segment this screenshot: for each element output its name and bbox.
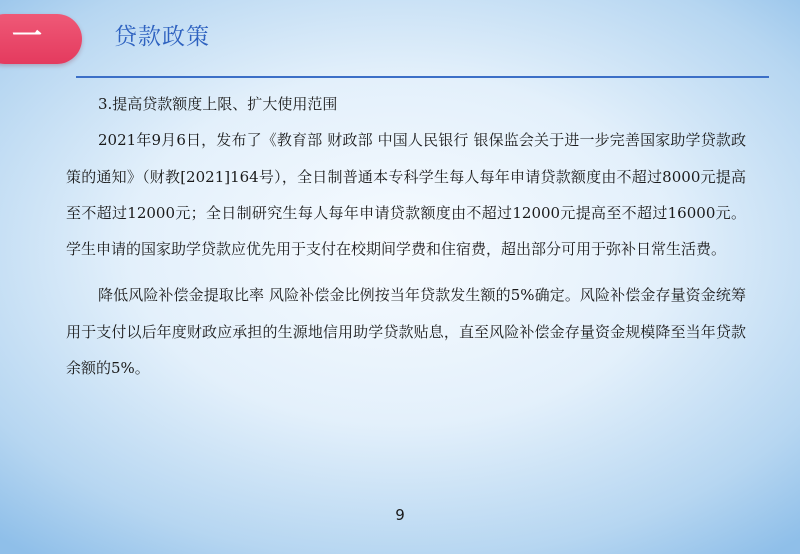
paragraph-loan-limits: 2021年9月6日，发布了《教育部 财政部 中国人民银行 银保监会关于进一步完善国家助学贷款政策的通知》（财教[2021]164号），全日制普通本专科学生每人每年申请贷款额度由不超过8000元提高至不超过12000元；全日制研究生每人每年申请贷款额度由不超过12000元提高至不超过16000元。学生申请的国家助学贷款应优先用于支付在校期间学费和住宿费，超出部分可用于弥补日常生活费。 [66, 131, 746, 259]
section-badge-label: 一 [12, 19, 42, 54]
paragraph-risk-compensation: 降低风险补偿金提取比率 风险补偿金比例按当年贷款发生额的5%确定。风险补偿金存量资金统筹用于支付以后年度财政应承担的生源地信用助学贷款贴息，直至风险补偿金存量资金规模降至当年贷款余额的5%。 [66, 286, 746, 378]
section-heading: 3.提高贷款额度上限、扩大使用范围 [98, 95, 338, 113]
page-number: 9 [395, 506, 405, 524]
section-badge [0, 14, 82, 64]
title-divider [76, 76, 769, 78]
body-text [66, 86, 746, 386]
page-title: 贷款政策 [114, 24, 210, 50]
